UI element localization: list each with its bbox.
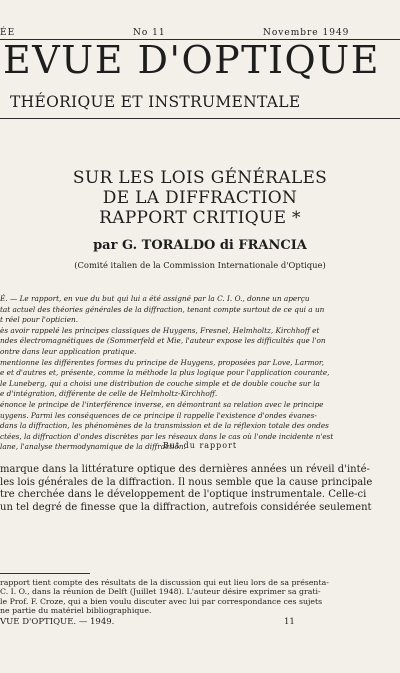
title-line: SUR LES LOIS GÉNÉRALES (72, 168, 328, 188)
abstract-line: ontre dans leur application pratique. (0, 346, 137, 356)
abstract-line: e d'intégration, différente de celle de Helmholtz-Kirchhoff. (0, 389, 218, 399)
body-paragraph (0, 464, 390, 514)
page-number: 11 (284, 617, 295, 627)
footnote-line: rapport tient compte des résultats de la discussion qui eut lieu lors de sa présenta- (0, 578, 329, 587)
journal-title: EVUE D'OPTIQUE (3, 38, 380, 82)
abstract-line: e et d'autres et, présente, comme la méthode la plus logique pour l'application courante, (0, 368, 330, 378)
abstract-line: ès avoir rappelé les principes classiques de Huygens, Fresnel, Helmholtz, Kirchhoff et (0, 325, 320, 335)
abstract-line: ctées, la diffraction d'ondes discrètes par les réseaux dans le cas où l'onde incidente n'est (0, 431, 334, 441)
title-line: DE LA DIFFRACTION (102, 188, 298, 208)
abstract-line: tat actuel des théories générales de la diffraction, tenant compte surtout de ce qui a un (0, 304, 325, 314)
abstract-line: ndes électromagnétiques de (Sommerfeld et Mie, l'auteur expose les difficultés que l'on (0, 336, 326, 346)
article-author: par G. TORALDO di FRANCIA (93, 238, 307, 253)
abstract-line: mentionne les différentes formes du principe de Huygens, proposées par Love, Larmor, (0, 357, 324, 367)
abstract-line: lane, l'analyse thermodynamique de la diffraction. (0, 442, 186, 452)
abstract-line: le Luneberg, qui a choisi une distribution de couche simple et de double couche sur la (0, 378, 320, 388)
footnote-line: ne partie du matériel bibliographique. (0, 605, 152, 615)
masthead-rule (0, 118, 400, 119)
footnote-line: C. I. O., dans la réunion de Delft (Juillet 1948). L'auteur désire exprimer sa grati- (0, 587, 321, 597)
footer-journal: VUE D'OPTIQUE. — 1949. (0, 617, 115, 627)
abstract-line: uygens. Parmi les conséquences de ce principe il rappelle l'existence d'ondes évanes- (0, 410, 317, 420)
issue-date: Novembre 1949 (263, 28, 350, 38)
abstract-line: énonce le principe de l'interférence inverse, en démontrant sa relation avec le principe (0, 399, 324, 409)
header-left: ÉE (0, 28, 16, 38)
abstract-line: dans la diffraction, les phénomènes de la transmission et de la réflexion totale des ondes (0, 421, 329, 431)
body-line: marque dans la littérature optique des dernières années un réveil d'inté- (0, 464, 370, 475)
author-affiliation: (Comité italien de la Commission Internationale d'Optique) (74, 260, 326, 270)
article-title (0, 168, 400, 228)
section-heading: But du rapport (162, 441, 238, 450)
abstract-line: t réel pour l'opticien. (0, 315, 79, 325)
body-line: les lois générales de la diffraction. Il nous semble que la cause principale (0, 476, 373, 488)
issue-number: No 11 (133, 28, 166, 38)
footnote-rule (0, 573, 90, 574)
journal-subtitle: THÉORIQUE ET INSTRUMENTALE (10, 93, 301, 111)
abstract (0, 294, 392, 453)
footnote-line: le Prof. F. Croze, qui a bien voulu discuter avec lui par correspondance ces sujets (0, 596, 323, 606)
abstract-line: É. — Le rapport, en vue du but qui lui a été assigné par la C. I. O., donne un aperçu (0, 294, 310, 303)
title-line: RAPPORT CRITIQUE * (99, 208, 301, 228)
body-line: tre cherchée dans le développement de l'optique instrumentale. Celle-ci (0, 489, 367, 500)
body-line: un tel degré de finesse que la diffraction, autrefois considérée seulement (0, 501, 372, 513)
footnote (0, 578, 390, 615)
